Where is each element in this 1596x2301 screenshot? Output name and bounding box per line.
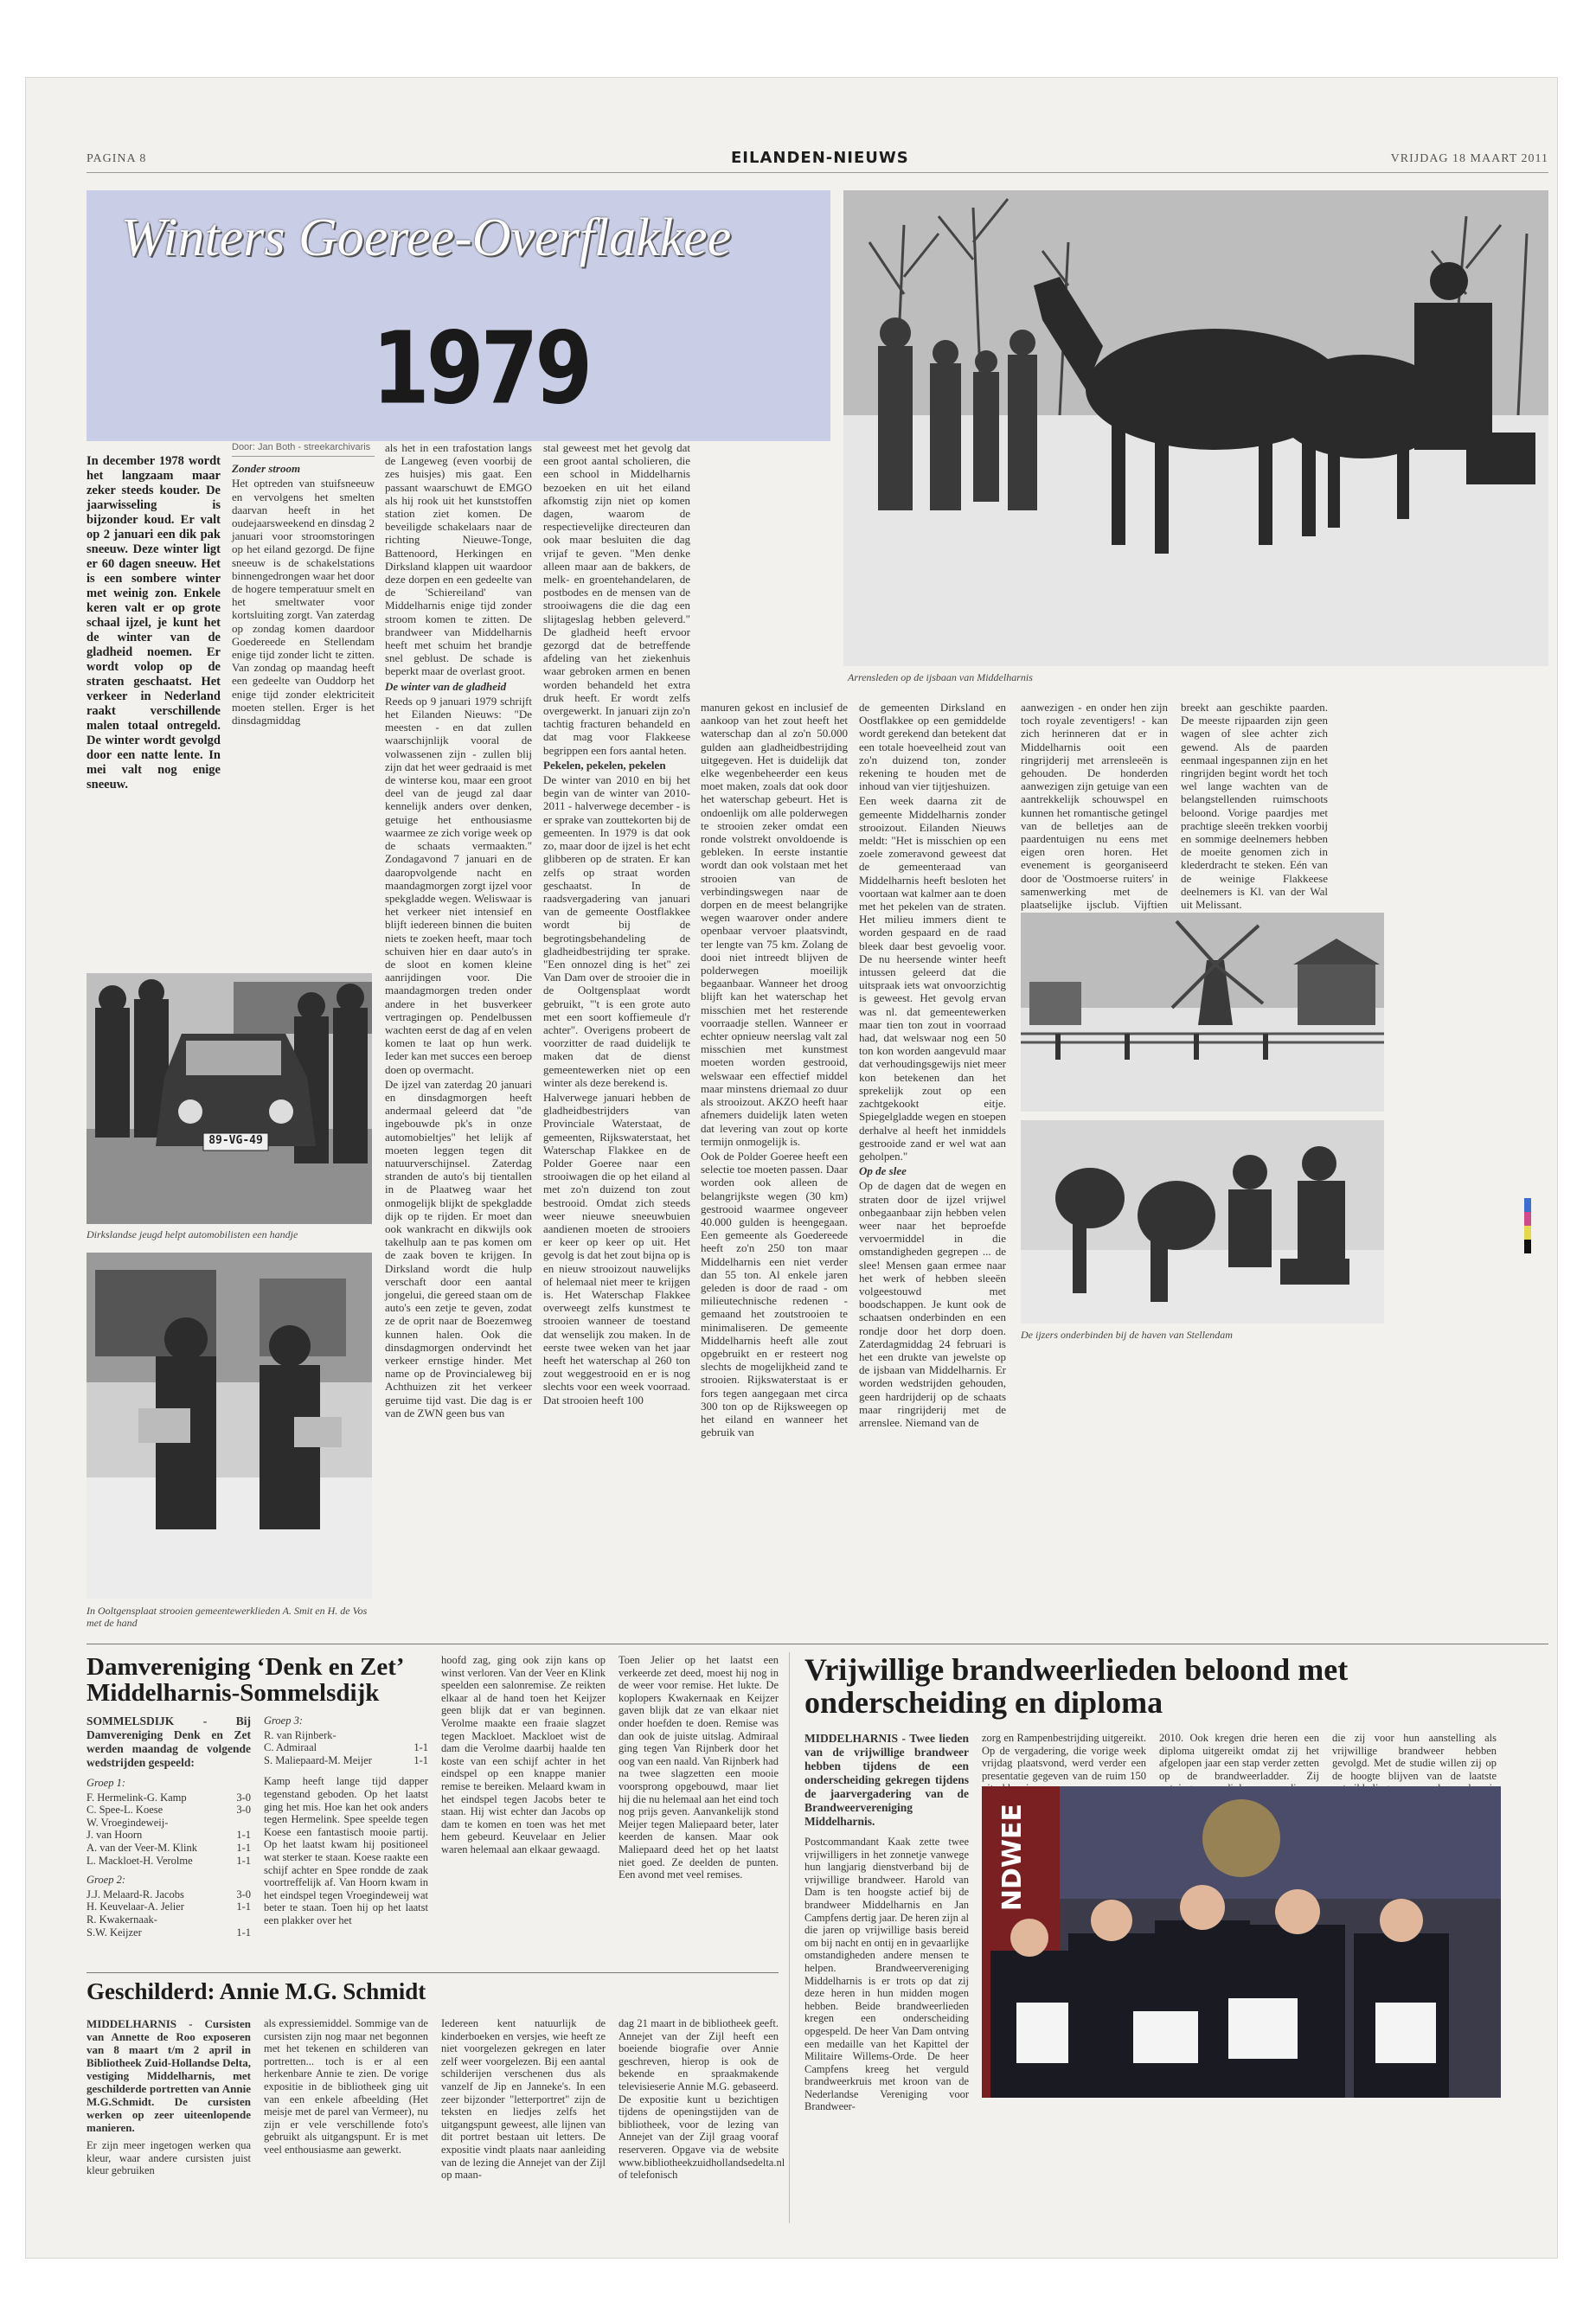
feature-lead: In december 1978 wordt het langzaam maar zeker steeds kouder. De jaarwisseling is bijzonder koud. Er valt op 2 januari een dik pak sneeuw. Deze winter ligt er 60 dagen sneeuw. Het is een sombere winter met weinig zon. Enkele keren valt er op grote schaal ijzel, je kunt het de winter van de gladheid noemen. Er wordt volop op de straten geschaatst. Het verkeer in Nederland raakt verschillende malen totaal ontregeld. De winter wordt gevolgd door een natte lente. In mei valt nog enige sneeuw. [87, 454, 221, 792]
dam-players: C. Admiraal [264, 1741, 317, 1754]
feature-text-4a: stal geweest met het gevolg dat een groot aantal scholieren, die een school in Middelharnis bezoeken en uit het eiland afkomstig zijn niet op komen dagen, waarom de respectievelijke directeuren dan ook maar besluiten die dag vrijaf te geven. "Men denke alleen maar aan de bakkers, de melk- en groentehandelaren, de postbodes en de mensen van de strooiwagens die die dag een slijtageslag hebben geleverd." De gladheid heeft ervoor gezorgd dat de betreffende afdeling van het ziekenhuis waar gebroken armen en benen worden behandeld het extra druk heeft. Er wordt zelfs overgewerkt. In januari zijn zo'n tachtig fracturen behandeld en dat mag voor Flakkeese begrippen een fors aantal heten. [543, 441, 690, 757]
schmidt-column-4 [619, 2017, 785, 2225]
schmidt-text-4: dag 21 maart in de bibliotheek geeft. Annejet van der Zijl heeft een boeiende biografie over Annie geschreven, hierop is ook de bekende en spraakmakende televisieserie Annie M.G. gebaseerd. De expositie kunt u bezichtigen tijdens de openingstijden van de bibliotheek, voor de lezing van Annejet van der Zijl graag vooraf reserveren. Opgave via de website www.bibliotheekzuidhollandsedelta.nl of telefonisch [619, 2017, 785, 2182]
dam-players: W. Vroegindeweij- [87, 1816, 169, 1829]
windmill-image [1021, 913, 1384, 1112]
dam-score: 1-1 [236, 1926, 251, 1939]
feature-lead-column [87, 454, 221, 965]
feature-column-2 [232, 441, 375, 960]
dam-result-row [87, 1855, 251, 1868]
feature-column-8 [1181, 701, 1328, 912]
photo-horse-sleigh [843, 190, 1548, 666]
dam-result-row [264, 1754, 428, 1767]
dam-score: 1-1 [236, 1829, 251, 1842]
dam-players: R. van Rijnberk- [264, 1728, 337, 1741]
dam-players: L. Mackloet-H. Verolme [87, 1854, 193, 1867]
brandweer-column-2 [982, 1732, 1146, 1782]
dam-result-row [87, 1804, 251, 1817]
photo-windmill [1021, 913, 1384, 1112]
brandweer-column-1 [804, 1732, 969, 2113]
dam-score: 1-1 [236, 1841, 251, 1854]
feature-text-5a: manuren gekost en inclusief de aankoop van het zout heeft het waterschap dan al zo'n 50.000 gulden aan gladheidbestrijding uitgegeven. Het is duidelijk dat elke wegenbeheerder een keus moet maken, zoals dat ook door het waterschap gebeurt. Het is ondoenlijk om alle polderwegen te strooien zeker omdat een ronde volstrekt onvoldoende is gebleken. In eerste instantie wordt dan ook volstaan met het strooien van de verbindingswegen naar de dorpen en de meest belangrijke wegen waarover onder andere openbaar vervoer plaatsvindt, ter lengte van 75 km. Zolang de dooi niet intreedt blijven de polderwegen moeilijk begaanbaar. Wanneer het droog blijft kan het waterschap het misschien met het resterende voorraadje stellen. Wanneer er echter opnieuw neerslag valt zal misschien met kunstmest moeten worden gestrooid, welswaar een effectief middel maar minstens driemaal zo duur als strooizout. AKZO heeft haar afnemers duidelijk laten weten dat levering van zout op korte termijn onmogelijk is. [701, 701, 848, 1148]
schmidt-lead: MIDDELHARNIS - Cursisten van Annette de Roo exposeren van 8 maart t/m 2 april in Bibliotheek Zuid-Hollandse Delta, vestiging Middelharnis, met geschilderde portretten van Annie M.G.Schmidt. De cursisten werken op zeer uiteenlopende manieren. [87, 2017, 251, 2134]
dam-text-3: hoofd zag, ging ook zijn kans op winst verloren. Van der Veer en Klink speelden een salonremise. Ze reikten elkaar al de hand toen het Keijzer geen blijk dat er van beginnen. Verolme maakte een fraaie slagzet tegen Mackloet. Mackloet wist de dam die Verolme daarbij haalde ten koste van een schijf achter in het eindspel op een knappe manier remise te bereiken. Melaard kwam in het eindspel tegen Jacobs beter te staan. Hij wist echter dan Jacobs op dam te komen en toen was het met hem gebeurd. Keuvelaar en Jelier waren helemaal aan elkaar gewaagd. [441, 1654, 606, 1856]
dam-result-row [87, 1926, 251, 1939]
dam-divider [87, 1972, 779, 1973]
skating-image [1021, 1120, 1384, 1324]
caption-workers: In Ooltgensplaat strooien gemeentewerklieden A. Smit en H. de Vos met de hand [87, 1605, 368, 1629]
feature-text-6a: de gemeenten Dirksland en Oostflakkee op een gemiddelde wordt gerekend dan betekent dat een totale hoeveelheid zout van zo'n duizend ton, zonder rekening te houden met de inhoud van vier tijtjeshuizen. [859, 701, 1006, 793]
brandweer-text-3: 2010. Ook kregen drie heren een diploma uitgereikt omdat zij het afgelopen jaar een stap verder zetten op de brandweerladder. Zij [1159, 1732, 1319, 1782]
subhead-pekelen: Pekelen, pekelen, pekelen [543, 758, 666, 772]
car-image [87, 973, 372, 1224]
dam-group2-title: Groep 2: [87, 1874, 126, 1887]
dam-score: 3-0 [236, 1804, 251, 1817]
feature-column-7 [1021, 701, 1168, 912]
dam-players: J. van Hoorn [87, 1829, 143, 1842]
feature-column-6 [859, 701, 1006, 1778]
dam-players: J.J. Melaard-R. Jacobs [87, 1888, 184, 1900]
dam-score: 3-0 [236, 1888, 251, 1900]
brandweer-divider [789, 1652, 790, 2223]
schmidt-text-1: Er zijn meer ingetogen werken qua kleur, waar andere cursisten juist kleur gebruiken [87, 2139, 251, 2177]
caption-car: Dirkslandse jeugd helpt automobilisten een handje [87, 1228, 298, 1240]
dam-result-row [87, 1791, 251, 1804]
schmidt-text-2: als expressiemiddel. Sommige van de cursisten zijn nog maar net begonnen met het tekenen en schilderen van portretten... toch is er al een herkenbare Annie te zien. De vorige expositie in de bibliotheek ging uit van een enkele afbeelding (Het meisje met de parel van Vermeer), nu zijn er vele verschillende foto's gebruikt als uitgangspunt. Er is met veel enthousiasme aan gewerkt. [264, 2017, 428, 2156]
dam-players: R. Kwakernaak- [87, 1913, 157, 1926]
dam-result-row [87, 1888, 251, 1901]
caption-horse-sleigh: Arrensleden op de ijsbaan van Middelharnis [848, 671, 1033, 683]
schmidt-title: Geschilderd: Annie M.G. Schmidt [87, 1978, 426, 2004]
feature-text-7: aanwezigen - en onder hen zijn toch royale zeventigers! - kan zich herinneren dat er in Middelharnis ooit een ringrijderij met arrensleeën is gehouden. De honderden aanwezigen zijn getuige van een aantrekkelijk schouwspel en kunnen het romantische getingel van de belletjes aan de paardentuigen nu eens met eigen oren horen. Het evenement is georganiseerd door de 'Oostmoerse ruiters' in samenwerking met de plaatselijke ijsclub. Vijftien [1021, 701, 1168, 912]
feature-text-6c: Op de dagen dat de wegen en straten door de ijzel vrijwel onbegaanbaar zijn hebben velen weer naar het beproefde vervoermiddel in die omstandigheden gegrepen ... de slee! Mensen gaan ermee naar het werk of hebben sleeën volgeestouwd met boodschappen. Je kunt ook de schaatsen onderbinden en een rondje door het dorp doen. Zaterdagmiddag 24 februari is het een drukte van jewelste op de ijsbaan van Middelharnis. Er worden wedstrijden gehouden, geen hardrijderij op de schaats maar ringrijderij met de arrenslee. Niemand van de [859, 1179, 1006, 1429]
schmidt-column-3 [441, 2017, 606, 2225]
dam-score: 3-0 [236, 1791, 251, 1804]
dam-players: S.W. Keijzer [87, 1926, 142, 1939]
feature-column-4 [543, 441, 690, 1778]
dam-column-2 [264, 1715, 428, 1957]
photo-workers [87, 1253, 372, 1599]
registration-bar [1524, 1198, 1531, 1267]
dam-score: 1-1 [413, 1741, 428, 1754]
feature-text-6b: Een week daarna zit de gemeente Middelharnis zonder strooizout. Eilanden Nieuws meldt: "Het is misschien op een zoele zomeravond geweest dat de gemeenteraad van Middelharnis heeft besloten het voortaan wat kalmer aan te doen met het pekelen van de straten. Het milieu immers dient te worden gespaard en de raad bleek daar best gevoelig voor. De nu heersende winter heeft intussen geleerd dat die uitspraak iets wat onvoorzichtig is geweest. Het gevolg ervan was nl. dat gemeentewerken maar tien ton zout in voorraad had, dat welswaar nog een 50 ton kon worden aangevuld maar dat verhoudingsgewijs niet meer kon betekenen dan het sprekelijk zout op een zachtgekookt eitje. Spiegelgladde wegen en stoepen derhalve al heeft het inmiddels gestrooide zand er wel wat aan geholpen." [859, 794, 1006, 1163]
feature-text-3a: als het in een trafostation langs de Langeweg (even voorbij de zes huisjes) mis gaat. Een passant waarschuwt de EMGO als hij rook uit het kunststoffen station ziet komen. De beveiligde schakelaars naar de richting Nieuwe-Tonge, Battenoord, Herkingen en Dirksland klappen uit waardoor deze dorpen en een gedeelte van de 'Schiereiland' van Middelharnis enige tijd zonder stroom komen te zitten. De brandweer van Middelharnis heeft met schuim het brandje snel geblust. De schade is beperkt maar de overlast groot. [385, 441, 532, 678]
dam-column-3 [441, 1654, 606, 1957]
feature-text-3c: De ijzel van zaterdag 20 januari en dinsdagmorgen heeft andermaal geleerd dat "de ingebouwde pk's in onze automobieltjes" het lelijk af moeten leggen tegen dit natuurverschijnsel. Zaterdag stranden de auto's bij tientallen in de Plaatweg waar het onmogelijk blijkt de spekgladde dijk op te rijden. Er moet dan ook wankracht en dikwijls ook takelhulp aan te pas komen om de zaak boven te krijgen. In Dirksland wordt die hulp verschaft door een aantal jongelui, die gereed staan om de auto's een zetje te geven, zodat ze de oprit naar de Boezemweg kunnen halen. Ook die dinsdagmorgen ondervindt het verkeer ernstige hinder. Met name op de Provincialeweg bij Achthuizen zit het verkeer geruime tijd vast. Die dag is er van de ZWN geen bus van [385, 1077, 532, 1420]
dam-result-row [264, 1729, 428, 1742]
dam-title-line2: Middelharnis-Sommelsdijk [87, 1679, 380, 1708]
feature-text-2: Het optreden van stuifsneeuw en vervolgens het smelten daarvan heeft in het oudejaarsweekend en dinsdag 2 januari voor stroomstoringen op het eiland gezorgd. De fijne sneeuw is de schakelstations binnengedrongen waar het door de hogere temperatuur smelt en het smeltwater voor kortsluiting zorgt. Van zaterdag op zondag komen daardoor Goedereede en Stellendam enige tijd zonder licht te zitten. Van zondag op maandag heeft een gedeelte van Ouddorp het enige tijd zonder elektriciteit moeten stellen. Erger is het dinsdagmiddag [232, 477, 375, 727]
author-credit: Door: Jan Both - streekarchivaris [232, 441, 375, 457]
masthead [87, 147, 1548, 173]
page-number: PAGINA 8 [87, 152, 147, 165]
license-plate: 89-VG-49 [208, 1134, 263, 1147]
dam-players: C. Spee-L. Koese [87, 1804, 163, 1817]
brandweer-column-4 [1332, 1732, 1497, 1782]
dam-players: F. Hermelink-G. Kamp [87, 1791, 187, 1804]
newspaper-sheet [26, 78, 1557, 2258]
feature-text-8: breekt aan geschikte paarden. De meeste rijpaarden zijn geen wagen of slee achter zich gewend. Als de paarden eenmaal ingespannen zijn en het ringrijden begint wordt het toch wel lange wachten van de belangstellenden ruimschoots beloond. Vorige paardjes met prachtige sleeën trekken voorbij en sommige deelnemers hebben de moeite genomen zich in klederdracht te steken. Eén van de weinige Flakkeese deelnemers is Kl. van der Wal uit Melissant. [1181, 701, 1328, 912]
feature-text-5b: Ook de Polder Goeree heeft een selectie toe moeten passen. Daar worden ook alleen de belangrijkste wegen (30 km) gestrooid waarmee ongeveer 40.000 gulden is heengegaan. Een gemeente als Goedereede heeft zo'n 250 ton maar Middelharnis een niet verder dan 55 ton. Al enkele jaren geleden is door de raad - om milieutechnische redenen - gemaand het zoutstrooien te minimaliseren. De gemeente Middelharnis heeft alle zout opgebruikt en er resteert nog slechts de mogelijkheid zand te strooien. Rijkswaterstaat is er fors tegen aangegaan met circa 300 ton op de Rijksweegen op het eiland en wanneer het gebruik van [701, 1149, 848, 1439]
dam-players: S. Maliepaard-M. Meijer [264, 1753, 372, 1766]
subhead-gladheid: De winter van de gladheid [385, 679, 507, 693]
photo-car [87, 973, 372, 1224]
dam-result-row [87, 1829, 251, 1842]
dam-score: 1-1 [413, 1753, 428, 1766]
horse-sleigh-image [843, 190, 1548, 666]
brandweer-title: Vrijwillige brandweerlieden beloond met onderscheiding en diploma [804, 1652, 1349, 1720]
firemen-banner-text: NDWEE [997, 1804, 1028, 1912]
schmidt-column-1 [87, 2017, 251, 2225]
feature-text-4b: De winter van 2010 en bij het begin van de winter van 2010-2011 - halverwege december - is er sprake van zouttekorten bij de gemeenten. In 1979 is dat ook zo, maar door de ijzel is het echt glibberen op de straten. Er kan zelfs op straat worden geschaatst. In de raadsvergadering van januari van de gemeente Oostflakkee wordt bij de begrotingsbehandeling de gladheidbestrijding ter sprake. "Een onnozel ding is het" zei Van Dam over de strooier die in de Ooltgensplaat wordt gebruikt, "'t is een grote auto met een soort koffiemeule d'r achter". Overigens probeert de voorzitter de raad duidelijk te maken dat de dienst gemeentewerken niet op een winter als deze berekend is. [543, 773, 691, 1089]
dam-result-row [87, 1842, 251, 1855]
photo-skating-stellendam [1021, 1120, 1384, 1324]
feature-banner [87, 190, 830, 441]
dam-players: A. van der Veer-M. Klink [87, 1841, 197, 1854]
feature-column-3 [385, 441, 532, 1778]
dam-score: 1-1 [236, 1854, 251, 1867]
dam-column-4 [619, 1654, 779, 1957]
paper-title: EILANDEN-NIEUWS [731, 149, 909, 167]
subhead-zonder-stroom: Zonder stroom [232, 462, 301, 476]
dam-result-row [87, 1900, 251, 1913]
brandweer-text-1: Postcommandant Kaak zette twee vrijwilligers in het zonnetje vanwege hun langjarig dienstverband bij de vrijwillige brandweer. Harold van Dam is ten hoogste actief bij de brandweer Middelharnis en Jan Campfens dertig jaar. De heren zijn al die jaren op vrijwillige basis bereid om bij nacht en ontij en in gevaarlijke omstandigheden andere mensen te helpen. Brandweervereniging Middelharnis is er trots op dat zij deze heren in hun midden mogen hebben. Beide brandweerlieden kregen een onderscheiding opgespeld. De heer Van Dam ontving een medaille van het Kapittel der Militaire Willems-Orde. De heer Campfens kreeg het verguld brandweerkruis met kroon van de Nederlandse Vereniging voor Brandweer- [804, 1836, 969, 2113]
workers-image [87, 1253, 372, 1599]
dam-group3-results [264, 1729, 428, 1767]
issue-date: VRIJDAG 18 MAART 2011 [1390, 152, 1548, 165]
dam-result-row [87, 1913, 251, 1926]
dam-text-4: Toen Jelier op het laatst een verkeerde zet deed, moest hij nog in de weer voor remise. Het lukte. De koplopers Kwakernaak en Keijzer gaven blijk dat ze van elkaar niet onder hoefden te doen. Remise was dan ook de juiste uitslag. Admiraal ging tegen Van Rijnberk door het oog van een naald. Van Rijnberk had na twee slagzetten een mooie voorsprong opgebouwd, maar liet hij die nu helemaal aan het eind toch nog prijs geven. Aanvankelijk stond Meijer tegen Maliepaard beter, later keerden de kansen. Maar ook Maliepaard deed het op het laatst niet goed. Ze deelden de punten. Een avond met veel remises. [619, 1654, 779, 1881]
dam-result-row [87, 1817, 251, 1830]
photo-firemen [982, 1786, 1501, 2098]
brandweer-column-3 [1159, 1732, 1319, 1782]
dam-result-row [264, 1741, 428, 1754]
page-content [87, 147, 1548, 2223]
dam-text-2: Kamp heeft lange tijd dapper tegenstand geboden. Op het laatst ging het mis. Hoe kan het ook anders tegen Hermelink. Spee speelde tegen Koese een fantastisch mooie partij. Op het laatst kwam hij positioneel wat sterker te staan. Koese raakte een schijf achter en Spee rondde de zaak voortreffelijk af. Van Hoorn kwam in het eindspel tegen Vroegindeweij wat beter te staan. Toen hij op het laatst een plakker over het [264, 1775, 428, 1926]
brandweer-lead: MIDDELHARNIS - Twee lieden van de vrijwillige brandweer hebben tijdens de een onderscheiding gekregen tijdens de jaarvergadering van de Brandweervereniging Middelharnis. [804, 1732, 969, 1828]
feature-text-3b: Reeds op 9 januari 1979 schrijft het Eilanden Nieuws: "De meesten - en dat zullen waarschijnlijk vooral de volwassenen zijn - zullen blij zijn dat het weer gedraaid is met de winterse kou, maar een groot deel van de jeugd zal daar kennelijk anders over denken, getuige het enthousiasme waarmee ze zich vorige week op de schaats vermaakten." Zondagavond 7 januari en de daaropvolgende nacht en maandagmorgen zorgt ijzel voor spekgladde wegen. Weliswaar is het verkeer niet intensief en blijft iedereen binnen die buiten niets te zoeken heeft, maar toch schuiven hier en daar auto's in de sloot en komen kleine aanrijdingen voor. Die maandagmorgen treden onder andere in het busverkeer vertragingen op. Pendelbussen wachten eerst de dag af en velen komen te laat op hun werk. Ieder kan met succes een beroep doen op overmacht. [385, 694, 532, 1076]
schmidt-text-3: Iedereen kent natuurlijk de kinderboeken en versjes, wie heeft ze niet voorgelezen gekregen en later zelf weer voorgelezen. Bij een aantal schilderijen verschenen dus als vanzelf de Jip en Janneke's. In een zeer bijzonder "letterportret" zijn de teksten en liedjes zelfs het uitgangspunt geweest, alle lijnen van dit portret bestaan uit letters. De expositie vindt plaats naar aanleiding van de lezing die Annejet van der Zijl op maan- [441, 2017, 606, 2182]
brandweer-text-4: die zij voor hun aanstelling als vrijwillige brandweer hebben gevolgd. Met de studie willen zij op de hoogte blijven van de laatste [1332, 1732, 1497, 1782]
caption-skates: De ijzers onderbinden bij de haven van Stellendam [1021, 1329, 1233, 1341]
dam-group1-title: Groep 1: [87, 1777, 126, 1789]
dam-group1-results [87, 1791, 251, 1868]
dam-column-1 [87, 1715, 251, 1957]
dam-title-line1: Damvereniging ‘Denk en Zet’ [87, 1653, 405, 1681]
dam-players: H. Keuvelaar-A. Jelier [87, 1900, 184, 1913]
dam-lead: SOMMELSDIJK - Bij Damvereniging Denk en Zet werden maandag de volgende wedstrijden gespeeld: [87, 1715, 251, 1769]
dam-score: 1-1 [236, 1900, 251, 1913]
subhead-slee: Op de slee [859, 1164, 907, 1178]
schmidt-column-2 [264, 2017, 428, 2225]
firemen-image [982, 1786, 1501, 2098]
feature-column-5 [701, 701, 848, 1778]
brandweer-text-2: zorg en Rampenbestrijding uitgereikt. Op de vergadering, die vorige week vrijdag plaatsvond, werd verder een presentatie gegeven van de ruim 150 [982, 1732, 1146, 1782]
feature-text-4c: Halverwege januari hebben de gladheidbestrijders van Provinciale Waterstaat, de gemeenten, Rijkswaterstaat, het Waterschap Flakkee en de Polder Goeree naar een strooiwagen die op het eiland al met zo'n duizend ton zout bestrooid. Omdat zich steeds weer nieuwe sneeuwbuien aandienen moeten de strooiers er keer op keer op uit. Het gevolg is dat het zout bijna op is en nieuw strooizout nauwelijks of helemaal niet meer te krijgen is. Het Waterschap Flakkee overweegt zelfs kunstmest te strooien wanneer de toestand dat wenselijk zou maken. In de eerste twee weken van het jaar heeft het waterschap al 260 ton zout weggestrooid en er is nog slechts voor een week voorraad. Dat strooien heeft 100 [543, 1090, 690, 1407]
dam-group2-results [87, 1888, 251, 1939]
dam-title [87, 1654, 450, 1707]
banner-year: 1979 [372, 310, 590, 427]
dam-group3-title: Groep 3: [264, 1715, 304, 1727]
banner-title: Winters Goeree-Overflakkee [121, 208, 732, 267]
